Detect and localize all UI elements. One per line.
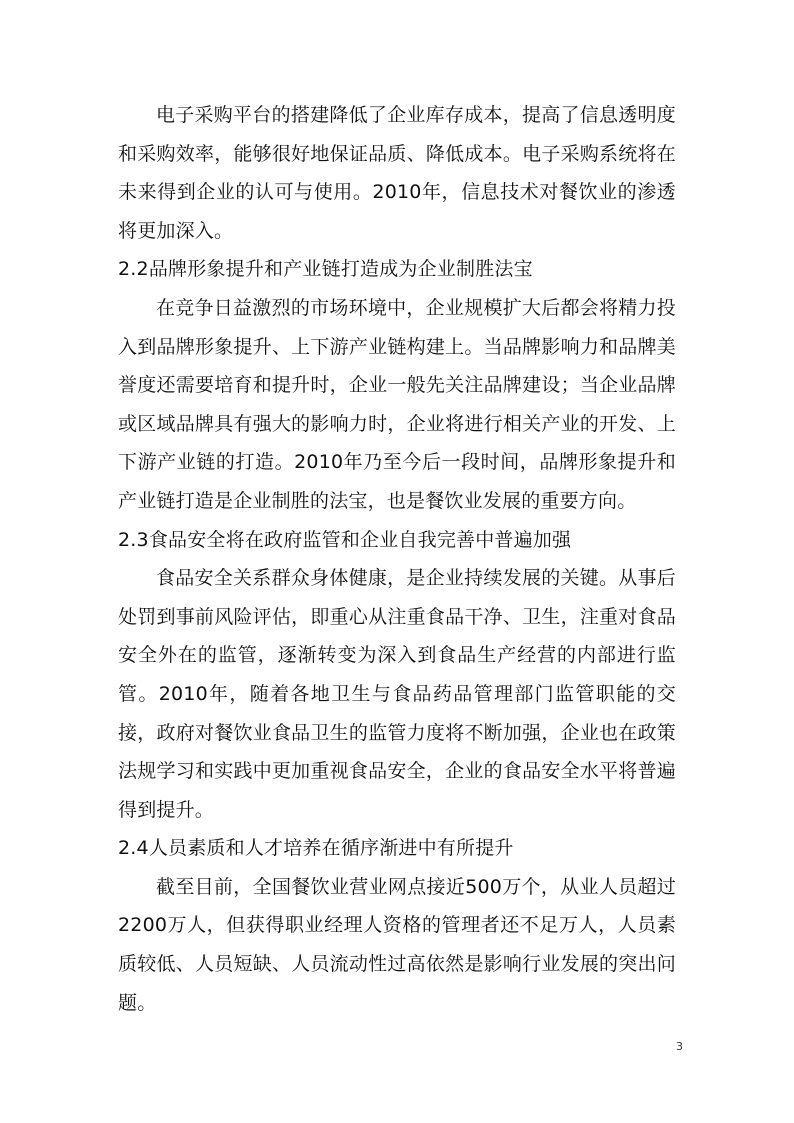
paragraph-brand-image: 在竞争日益激烈的市场环境中，企业规模扩大后都会将精力投入到品牌形象提升、上下游产业链构建上。当品牌影响力和品牌美誉度还需要培育和提升时，企业一般先关注品牌建设；当企业品牌或区域品牌具有强大的影响力时，企业将进行相关产业的开发、上下游产业链的打造。2010年乃至今后一段时间，品牌形象提升和产业链打造是企业制胜的法宝，也是餐饮业发展的重要方向。	[118, 296, 676, 512]
paragraph-personnel-quality: 截至目前，全国餐饮业营业网点接近500万个，从业人员超过2200万人，但获得职业经理人资格的管理者还不足万人，人员素质较低、人员短缺、人员流动性过高依然是影响行业发展的突出问题。	[118, 875, 676, 1014]
document-body	[118, 96, 676, 1022]
section-heading-2-2: 2.2品牌形象提升和产业链打造成为企业制胜法宝	[118, 258, 533, 281]
paragraph-ecommerce-procurement: 电子采购平台的搭建降低了企业库存成本，提高了信息透明度和采购效率，能够很好地保证品质、降低成本。电子采购系统将在未来得到企业的认可与使用。2010年，信息技术对餐饮业的渗透将更加深入。	[118, 104, 676, 242]
page-number: 3	[676, 1040, 683, 1053]
paragraph-food-safety: 食品安全关系群众身体健康，是企业持续发展的关键。从事后处罚到事前风险评估，即重心从注重食品干净、卫生，注重对食品安全外在的监管，逐渐转变为深入到食品生产经营的内部进行监管。2010年，随着各地卫生与食品药品管理部门监管职能的交接，政府对餐饮业食品卫生的监管力度将不断加强，企业也在政策法规学习和实践中更加重视食品安全，企业的食品安全水平将普遍得到提升。	[118, 567, 676, 821]
section-heading-2-3: 2.3食品安全将在政府监管和企业自我完善中普遍加强	[118, 528, 572, 551]
section-heading-2-4: 2.4人员素质和人才培养在循序渐进中有所提升	[118, 837, 514, 860]
